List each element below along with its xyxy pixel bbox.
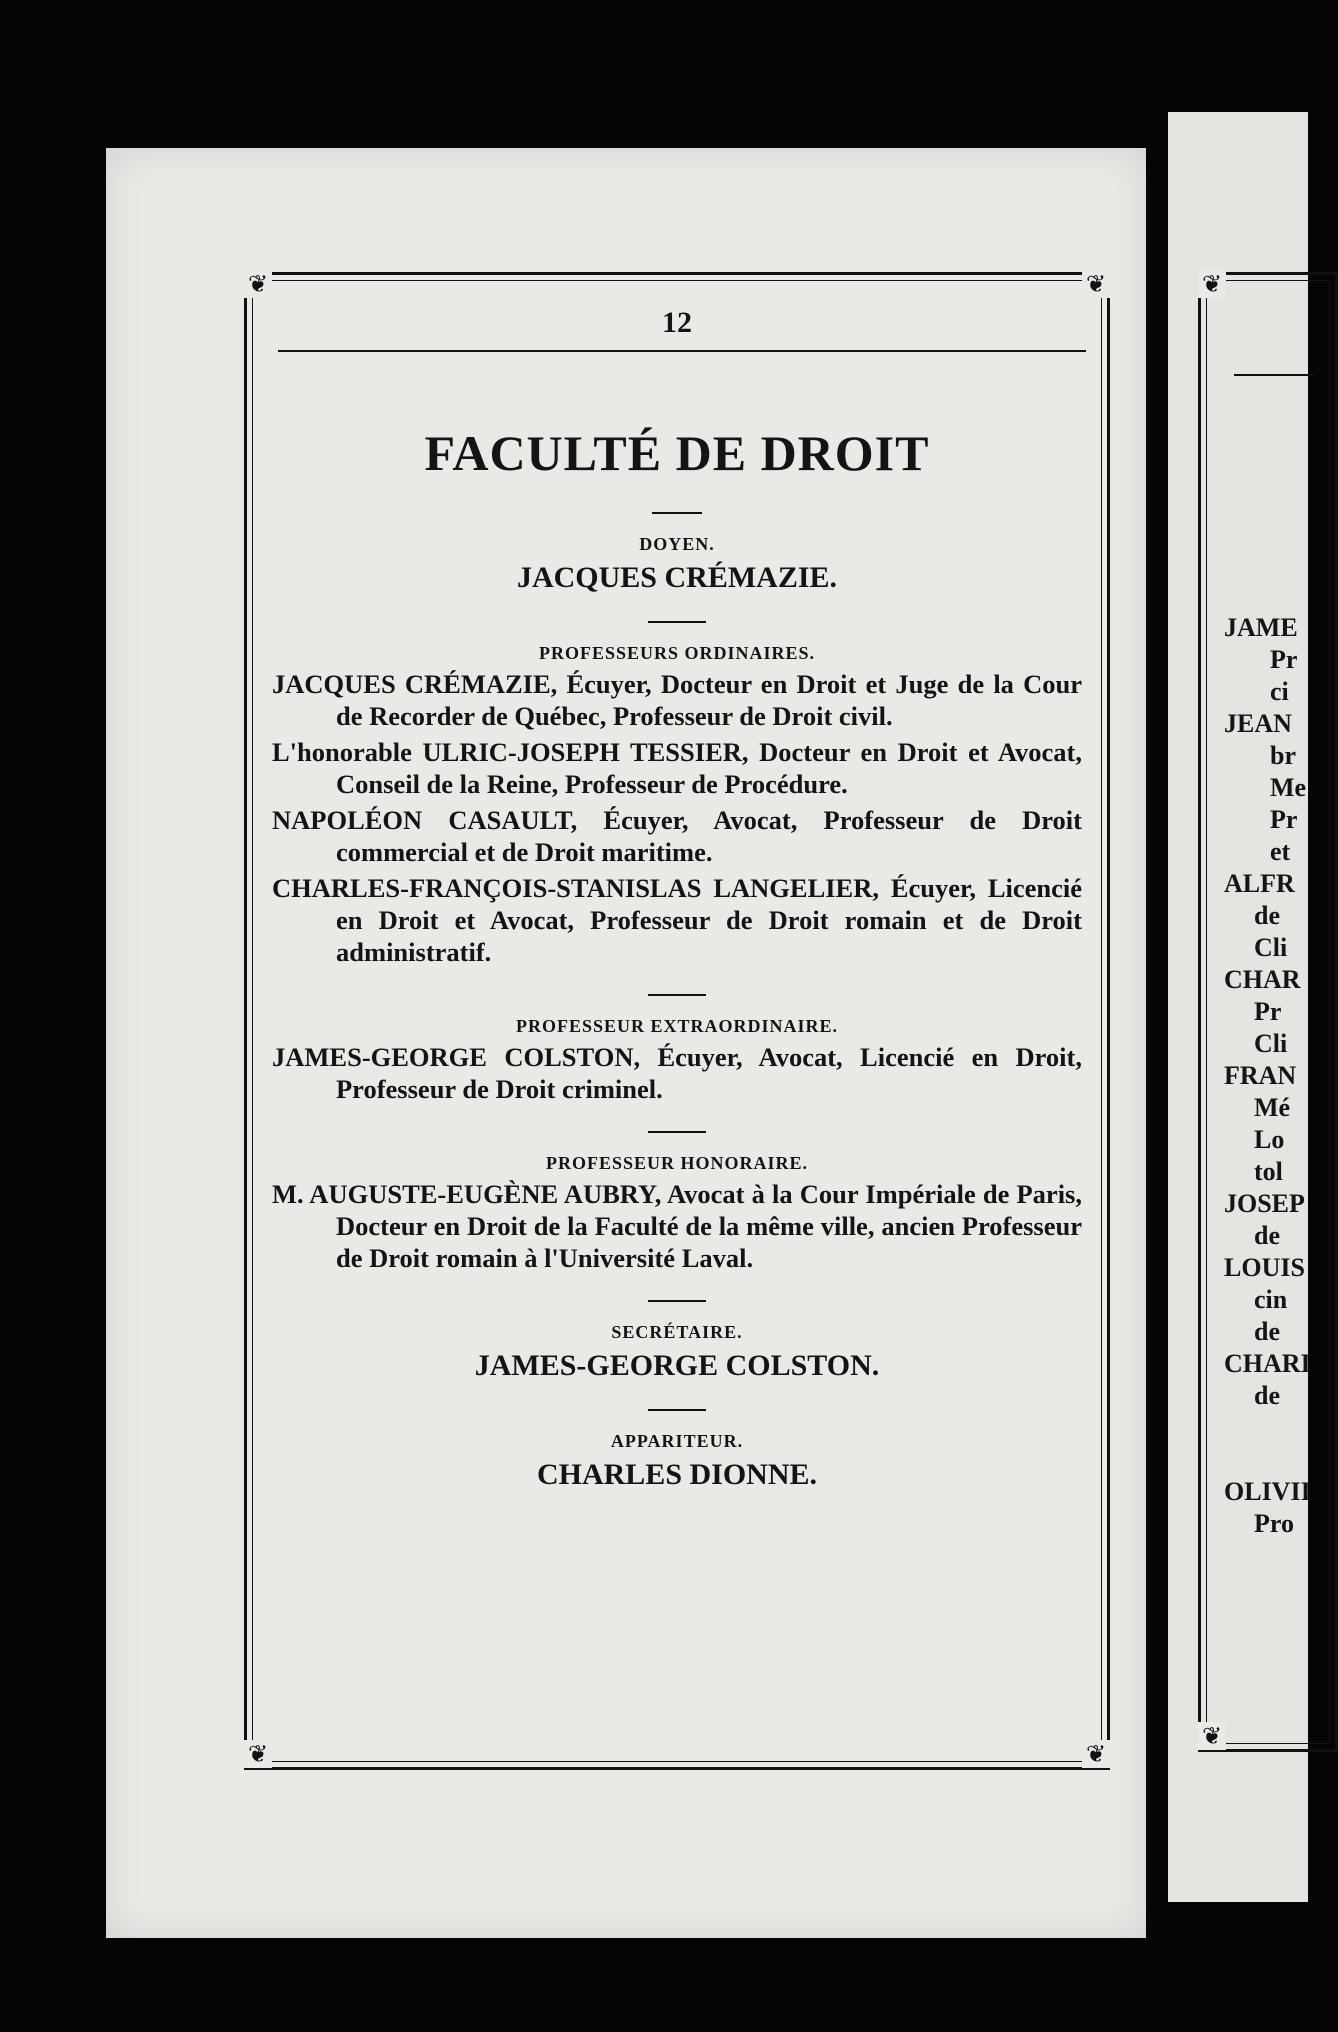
fragment: JAME	[1224, 613, 1298, 642]
divider	[648, 621, 706, 623]
fragment: Lo	[1254, 1125, 1285, 1154]
secretaire-name: JAMES-GEORGE COLSTON.	[474, 1349, 880, 1382]
fragment: de	[1254, 1317, 1280, 1346]
fragment: br	[1270, 741, 1296, 770]
fragment: Mé	[1254, 1093, 1291, 1122]
fragment: CHAR	[1224, 965, 1301, 994]
fleuron-icon: ❦	[1198, 1722, 1226, 1750]
entry-line: la Cour de Recorder de Québec, Professeur de Droit civil.	[336, 669, 1083, 731]
fragment: de	[1254, 1221, 1280, 1250]
fragment: Pr	[1270, 805, 1298, 834]
header-rule	[278, 350, 1086, 352]
professor-entry	[272, 872, 1082, 968]
fragment: Pro	[1254, 1509, 1294, 1538]
fragment: FRAN	[1224, 1061, 1297, 1090]
fragment: de	[1254, 901, 1280, 930]
fragment: OLIVII	[1224, 1477, 1311, 1506]
fragment: Me	[1270, 773, 1307, 802]
fragment: Cli	[1254, 933, 1288, 962]
entry-line: JACQUES CRÉMAZIE, Écuyer, Docteur en Droit et Juge de	[272, 669, 985, 699]
fragment: JEAN	[1224, 709, 1292, 738]
page-title: FACULTÉ DE DROIT	[424, 425, 930, 481]
doyen-label: DOYEN.	[639, 534, 715, 554]
fragment: ALFR	[1224, 869, 1295, 898]
right-page-header-rule	[1234, 374, 1314, 376]
fleuron-icon: ❦	[244, 270, 272, 298]
entry-line: L'honorable ULRIC-JOSEPH TESSIER, Docteur en Droit et	[272, 737, 989, 767]
professeurs-ordinaires-label: PROFESSEURS ORDINAIRES.	[538, 643, 816, 663]
entry-line: commercial et de Droit maritime.	[336, 837, 713, 867]
divider	[648, 1409, 706, 1411]
entry-line: et de Droit administratif.	[336, 905, 1082, 967]
secretaire-label: SECRÉTAIRE.	[611, 1322, 743, 1342]
entry-line: Droit, Professeur de Droit criminel.	[336, 1042, 1082, 1104]
professeur-honoraire-label: PROFESSEUR HONORAIRE.	[545, 1153, 809, 1173]
fleuron-icon: ❦	[244, 1740, 272, 1768]
fleuron-icon: ❦	[1082, 270, 1110, 298]
divider	[648, 994, 706, 996]
entry-line: M. AUGUSTE-EUGÈNE AUBRY, Avocat à la Cour Impériale	[272, 1179, 976, 1209]
professor-entry	[272, 1178, 1082, 1274]
entry-line: Licencié en Droit et Avocat, Professeur de Droit romain	[336, 873, 1083, 935]
professor-entry	[272, 804, 1082, 868]
page-content	[272, 300, 1082, 1492]
fragment: LOUIS	[1224, 1253, 1305, 1282]
appariteur-name: CHARLES DIONNE.	[536, 1458, 818, 1491]
fragment: ci	[1270, 677, 1289, 706]
entry-line: de Paris, Docteur en Droit de la Faculté de la même ville,	[336, 1179, 1082, 1241]
fragment: cin	[1254, 1285, 1288, 1314]
fleuron-icon: ❦	[1082, 1740, 1110, 1768]
fragment: Pr	[1270, 645, 1298, 674]
professor-entry	[272, 1041, 1082, 1105]
fragment: Cli	[1254, 1029, 1288, 1058]
fragment: tol	[1254, 1157, 1283, 1186]
fragment: de	[1254, 1381, 1280, 1410]
divider	[652, 512, 702, 514]
entry-line: CHARLES-FRANÇOIS-STANISLAS LANGELIER, Écuyer,	[272, 873, 976, 903]
professor-entry	[272, 736, 1082, 800]
entry-line: Avocat, Conseil de la Reine, Professeur de Procédure.	[336, 737, 1082, 799]
entry-line: JAMES-GEORGE COLSTON, Écuyer, Avocat, Licencié en	[272, 1042, 999, 1072]
right-page-fragments	[1224, 612, 1311, 1540]
divider	[648, 1131, 706, 1133]
divider	[648, 1300, 706, 1302]
appariteur-label: APPARITEUR.	[610, 1431, 744, 1451]
fragment: et	[1270, 837, 1291, 866]
fragment: Pr	[1254, 997, 1282, 1026]
page-number: 12	[662, 306, 692, 339]
professor-entry	[272, 668, 1082, 732]
entry-line: NAPOLÉON CASAULT, Écuyer, Avocat, Professeur de Droit	[272, 805, 1082, 835]
fragment: CHARI	[1224, 1349, 1311, 1378]
fragment: JOSEP	[1224, 1189, 1305, 1218]
entry-line: ancien Professeur de Droit romain à l'Université Laval.	[336, 1211, 1083, 1273]
professeur-extraordinaire-label: PROFESSEUR EXTRAORDINAIRE.	[515, 1016, 839, 1036]
doyen-name: JACQUES CRÉMAZIE.	[516, 561, 838, 594]
fleuron-icon: ❦	[1198, 270, 1226, 298]
